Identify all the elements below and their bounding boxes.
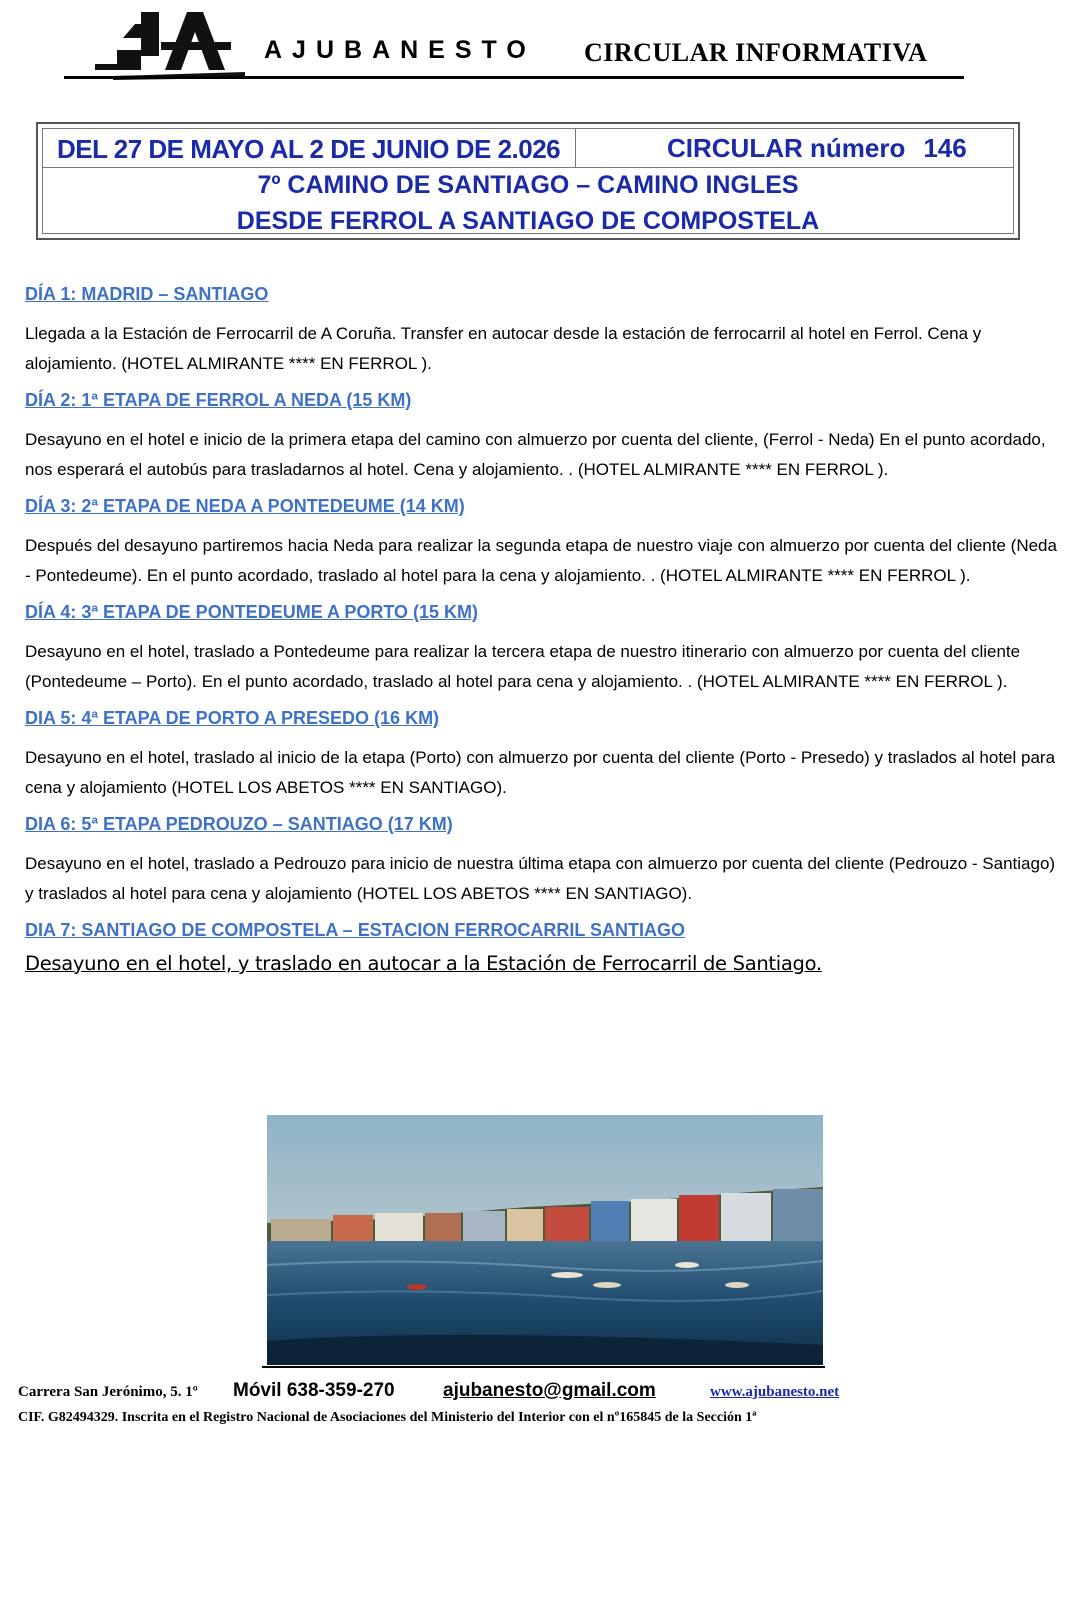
photo-rule — [262, 1366, 825, 1368]
circular-number — [667, 133, 967, 164]
day-description: Llegada a la Estación de Ferrocarril de A Coruña. Transfer en autocar desde la estación de ferrocarril al hotel en Ferrol. Cena y alojamiento. (HOTEL ALMIRANTE **** EN FERROL ). — [25, 324, 982, 373]
circular-informativa-label: CIRCULAR INFORMATIVA — [584, 38, 928, 67]
day-section — [25, 495, 1057, 591]
day-heading[interactable]: DIA 5: 4ª ETAPA DE PORTO A PRESEDO (16 KM) — [25, 708, 440, 728]
day-section — [25, 919, 1057, 979]
header-rule — [64, 76, 964, 79]
day-heading[interactable]: DIA 6: 5ª ETAPA PEDROUZO – SANTIAGO (17 KM) — [25, 814, 453, 834]
footer-email-link[interactable]: ajubanesto@gmail.com — [443, 1380, 656, 1401]
trip-dates: DEL 27 DE MAYO AL 2 DE JUNIO DE 2.026 — [57, 134, 561, 164]
day-heading[interactable]: DÍA 3: 2ª ETAPA DE NEDA A PONTEDEUME (14 KM) — [25, 496, 465, 516]
day-heading[interactable]: DIA 7: SANTIAGO DE COMPOSTELA – ESTACION FERROCARRIL SANTIAGO — [25, 920, 686, 940]
day-section — [25, 601, 1057, 697]
title-divider — [575, 129, 576, 167]
trip-title: 7º CAMINO DE SANTIAGO – CAMINO INGLES — [257, 171, 799, 199]
circular-prefix: CIRCULAR número — [667, 133, 906, 163]
circular-number-value: 146 — [923, 133, 967, 163]
day-heading[interactable]: DÍA 2: 1ª ETAPA DE FERROL A NEDA (15 KM) — [25, 390, 412, 410]
day-description: Desayuno en el hotel, y traslado en autocar a la Estación de Ferrocarril de Santiago. — [25, 952, 822, 975]
day-heading[interactable]: DÍA 4: 3ª ETAPA DE PONTEDEUME A PORTO (15 KM) — [25, 602, 479, 622]
ajubanesto-logo — [95, 8, 245, 80]
itinerary — [25, 283, 1057, 979]
day-heading[interactable]: DÍA 1: MADRID – SANTIAGO — [25, 284, 269, 304]
day-section — [25, 389, 1057, 485]
day-description: Desayuno en el hotel, traslado al inicio de la etapa (Porto) con almuerzo por cuenta del cliente (Porto - Presedo) y traslados al hotel para cena y alojamiento (HOTEL LOS ABETOS **** EN SANTIAGO). — [25, 748, 1056, 797]
day-description: Después del desayuno partiremos hacia Neda para realizar la segunda etapa de nuestro viaje con almuerzo por cuenta del cliente (Neda - Pontedeume). En el punto acordado, traslado al hotel para la cena y alojamiento. . (HOTEL ALMIRANTE **** EN FERROL ). — [25, 536, 1057, 585]
footer — [18, 1380, 1068, 1426]
day-section — [25, 813, 1057, 909]
harbour-photo — [267, 1115, 823, 1365]
day-description: Desayuno en el hotel, traslado a Pedrouzo para inicio de nuestra última etapa con almuerzo por cuenta del cliente (Pedrouzo - Santiago) y traslados al hotel para cena y alojamiento (HOTEL LOS ABETOS **** EN SANTIAGO). — [25, 854, 1056, 903]
trip-subtitle: DESDE FERROL A SANTIAGO DE COMPOSTELA — [236, 207, 820, 235]
day-section — [25, 283, 1057, 379]
title-box — [36, 122, 1020, 240]
footer-registry: CIF. G82494329. Inscrita en el Registro Nacional de Asociaciones del Ministerio del Interior con el nº165845 de la Sección 1ª — [18, 1410, 757, 1425]
footer-website-link[interactable]: www.ajubanesto.net — [710, 1384, 840, 1400]
footer-address: Carrera San Jerónimo, 5. 1º — [18, 1384, 198, 1400]
day-section — [25, 707, 1057, 803]
day-description: Desayuno en el hotel e inicio de la primera etapa del camino con almuerzo por cuenta del cliente, (Ferrol - Neda) En el punto acordado, nos esperará el autobús para trasladarnos al hotel. Cena y alojamiento. . (HOTEL ALMIRANTE **** EN FERROL ). — [25, 430, 1046, 479]
brand-name: AJUBANESTO — [264, 36, 536, 64]
day-description: Desayuno en el hotel, traslado a Pontedeume para realizar la tercera etapa de nuestro itinerario con almuerzo por cuenta del cliente (Pontedeume – Porto). En el punto acordado, traslado al hotel para cena y alojamiento. . (HOTEL ALMIRANTE **** EN FERROL ). — [25, 642, 1021, 691]
footer-mobile: Móvil 638-359-270 — [233, 1380, 395, 1401]
